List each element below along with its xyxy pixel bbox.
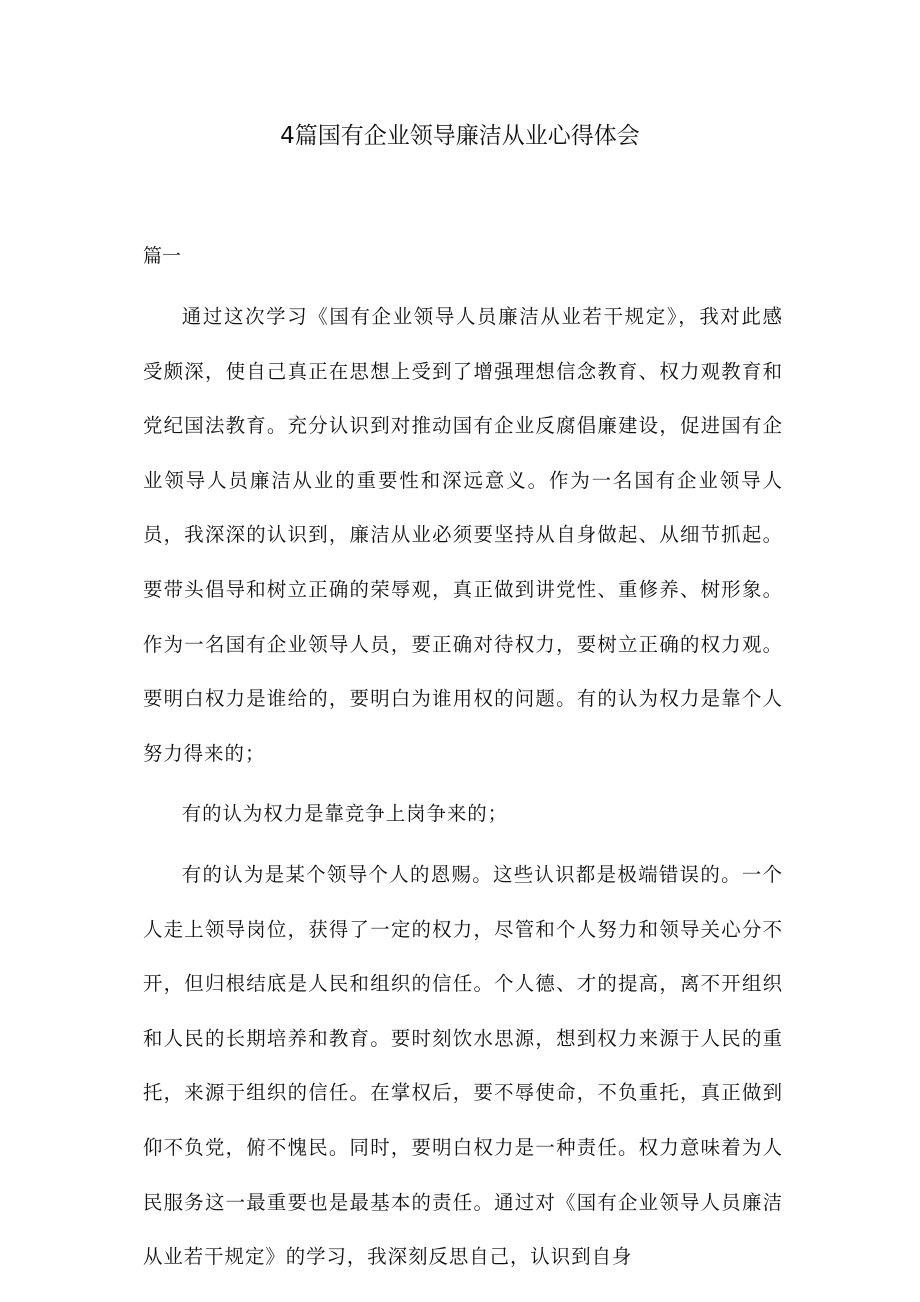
paragraph: 有的认为是某个领导个人的恩赐。这些认识都是极端错误的。一个人走上领导岗位，获得了一定的权力，尽管和个人努力和领导关心分不开，但归根结底是人民和组织的信任。个人德、才的提高，离不开组织和人民的长期培养和教育。要时刻饮水思源，想到权力来源于人民的重托，来源于组织的信任。在掌权后，要不辱使命，不负重托，真正做到仰不负党，俯不愧民。同时，要明白权力是一种责任。权力意味着为人民服务这一最重要也是最基本的责任。通过对《国有企业领导人员廉洁从业若干规定》的学习，我深刻反思自己，认识到自身 xyxy=(143,862,783,1269)
document-body xyxy=(143,290,783,1291)
paragraph: 有的认为权力是靠竞争上岗争来的； xyxy=(181,802,509,826)
section-label: 篇一 xyxy=(143,245,182,267)
document-title: 4篇国有企业领导廉洁从业心得体会 xyxy=(280,123,640,149)
paragraph: 通过这次学习《国有企业领导人员廉洁从业若干规定》，我对此感受颇深，使自己真正在思想上受到了增强理想信念教育、权力观教育和党纪国法教育。充分认识到对推动国有企业反腐倡廉建设，促进国有企业领导人员廉洁从业的重要性和深远意义。作为一名国有企业领导人员，我深深的认识到，廉洁从业必须要坚持从自身做起、从细节抓起。要带头倡导和树立正确的荣辱观，真正做到讲党性、重修养、树形象。作为一名国有企业领导人员，要正确对待权力，要树立正确的权力观。要明白权力是谁给的，要明白为谁用权的问题。有的认为权力是靠个人努力得来的； xyxy=(143,305,783,765)
